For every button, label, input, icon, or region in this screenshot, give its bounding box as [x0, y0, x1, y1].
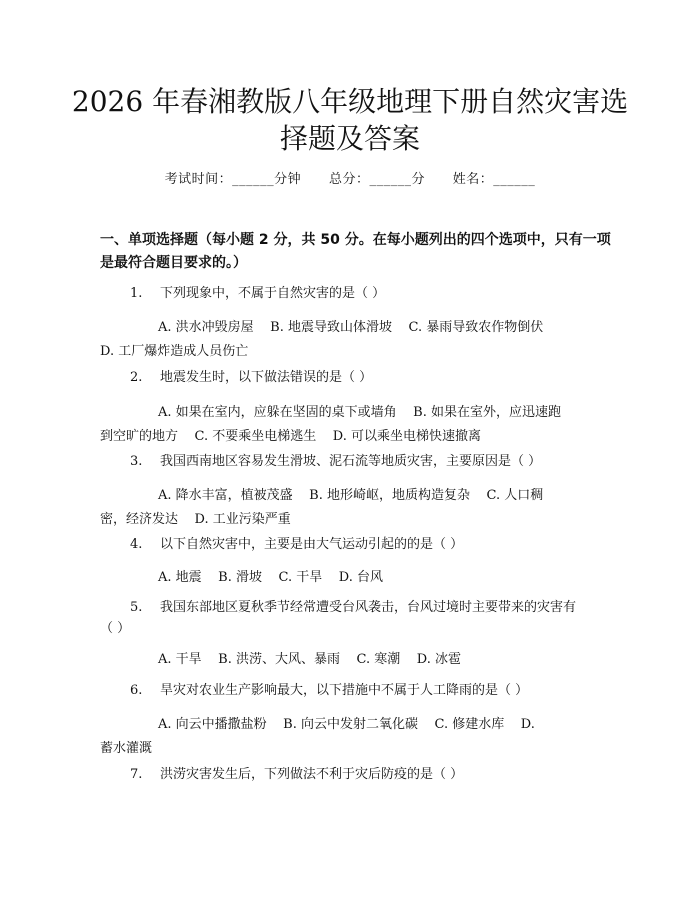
question-text: 以下自然灾害中，主要是由大气运动引起的的是（ ）: [160, 537, 464, 552]
question-text: 洪涝灾害发生后，下列做法不利于灾后防疫的是（ ）: [160, 767, 464, 782]
question-5: [100, 598, 600, 618]
question-1-options: [100, 316, 600, 364]
exam-time-label: 考试时间：______分钟: [164, 172, 302, 187]
options-line-1: A. 如果在室内，应躲在坚固的桌下或墙角 B. 如果在室外，应迅速跑: [158, 405, 562, 420]
question-7: [100, 765, 600, 785]
question-text: 地震发生时，以下做法错误的是（ ）: [160, 370, 373, 385]
question-text: 下列现象中，不属于自然灾害的是（ ）: [160, 286, 386, 301]
total-score-label: 总分：______分: [328, 172, 425, 187]
options-line-2: D. 工厂爆炸造成人员伤亡: [100, 344, 249, 359]
options-line-2: 蓄水灌溉: [100, 741, 153, 756]
question-4-options: [100, 566, 600, 590]
question-1: [100, 284, 600, 304]
options-line-1: A. 地震 B. 滑坡 C. 干旱 D. 台风: [158, 570, 384, 585]
section-heading-line-2: 是最符合题目要求的。）: [100, 255, 247, 271]
section-heading-line-1: 一、单项选择题（每小题 2 分，共 50 分。在每小题列出的四个选项中，只有一项: [100, 232, 611, 248]
options-line-1: A. 干旱 B. 洪涝、大风、暴雨 C. 寒潮 D. 冰雹: [158, 652, 462, 667]
question-number: 6.: [130, 683, 143, 698]
question-5-continuation: [100, 619, 600, 639]
question-6: [100, 681, 600, 701]
question-text: 我国西南地区容易发生滑坡、泥石流等地质灾害，主要原因是（ ）: [160, 454, 542, 469]
question-number: 1.: [130, 286, 143, 301]
question-number: 3.: [130, 454, 143, 469]
document-title-line-1: 2026 年春湘教版八年级地理下册自然灾害选: [71, 85, 629, 118]
question-text: 旱灾对农业生产影响最大，以下措施中不属于人工降雨的是（ ）: [160, 683, 529, 698]
options-line-2: 密，经济发达 D. 工业污染严重: [100, 512, 291, 527]
section-heading: [100, 229, 610, 275]
options-line-1: A. 降水丰富，植被茂盛 B. 地形崎岖，地质构造复杂 C. 人口稠: [158, 488, 544, 503]
options-line-1: A. 洪水冲毁房屋 B. 地震导致山体滑坡 C. 暴雨导致农作物倒伏: [158, 320, 544, 335]
question-text: 我国东部地区夏秋季节经常遭受台风袭击，台风过境时主要带来的灾害有: [160, 600, 577, 615]
question-2: [100, 368, 600, 388]
question-5-options: [100, 648, 600, 672]
options-line-1: A. 向云中播撒盐粉 B. 向云中发射二氧化碳 C. 修建水库 D.: [158, 717, 535, 732]
question-text-continued: （ ）: [100, 621, 131, 636]
exam-info-row: [0, 168, 700, 187]
question-6-options: [100, 713, 600, 761]
student-name-label: 姓名：______: [452, 172, 536, 187]
question-4: [100, 535, 600, 555]
question-number: 5.: [130, 600, 143, 615]
question-number: 2.: [130, 370, 143, 385]
question-2-options: [100, 401, 600, 449]
options-line-2: 到空旷的地方 C. 不要乘坐电梯逃生 D. 可以乘坐电梯快速撤离: [100, 429, 482, 444]
question-number: 7.: [130, 767, 143, 782]
question-number: 4.: [130, 537, 143, 552]
question-3: [100, 452, 600, 472]
question-3-options: [100, 484, 600, 532]
document-title-line-2: 择题及答案: [279, 122, 420, 155]
